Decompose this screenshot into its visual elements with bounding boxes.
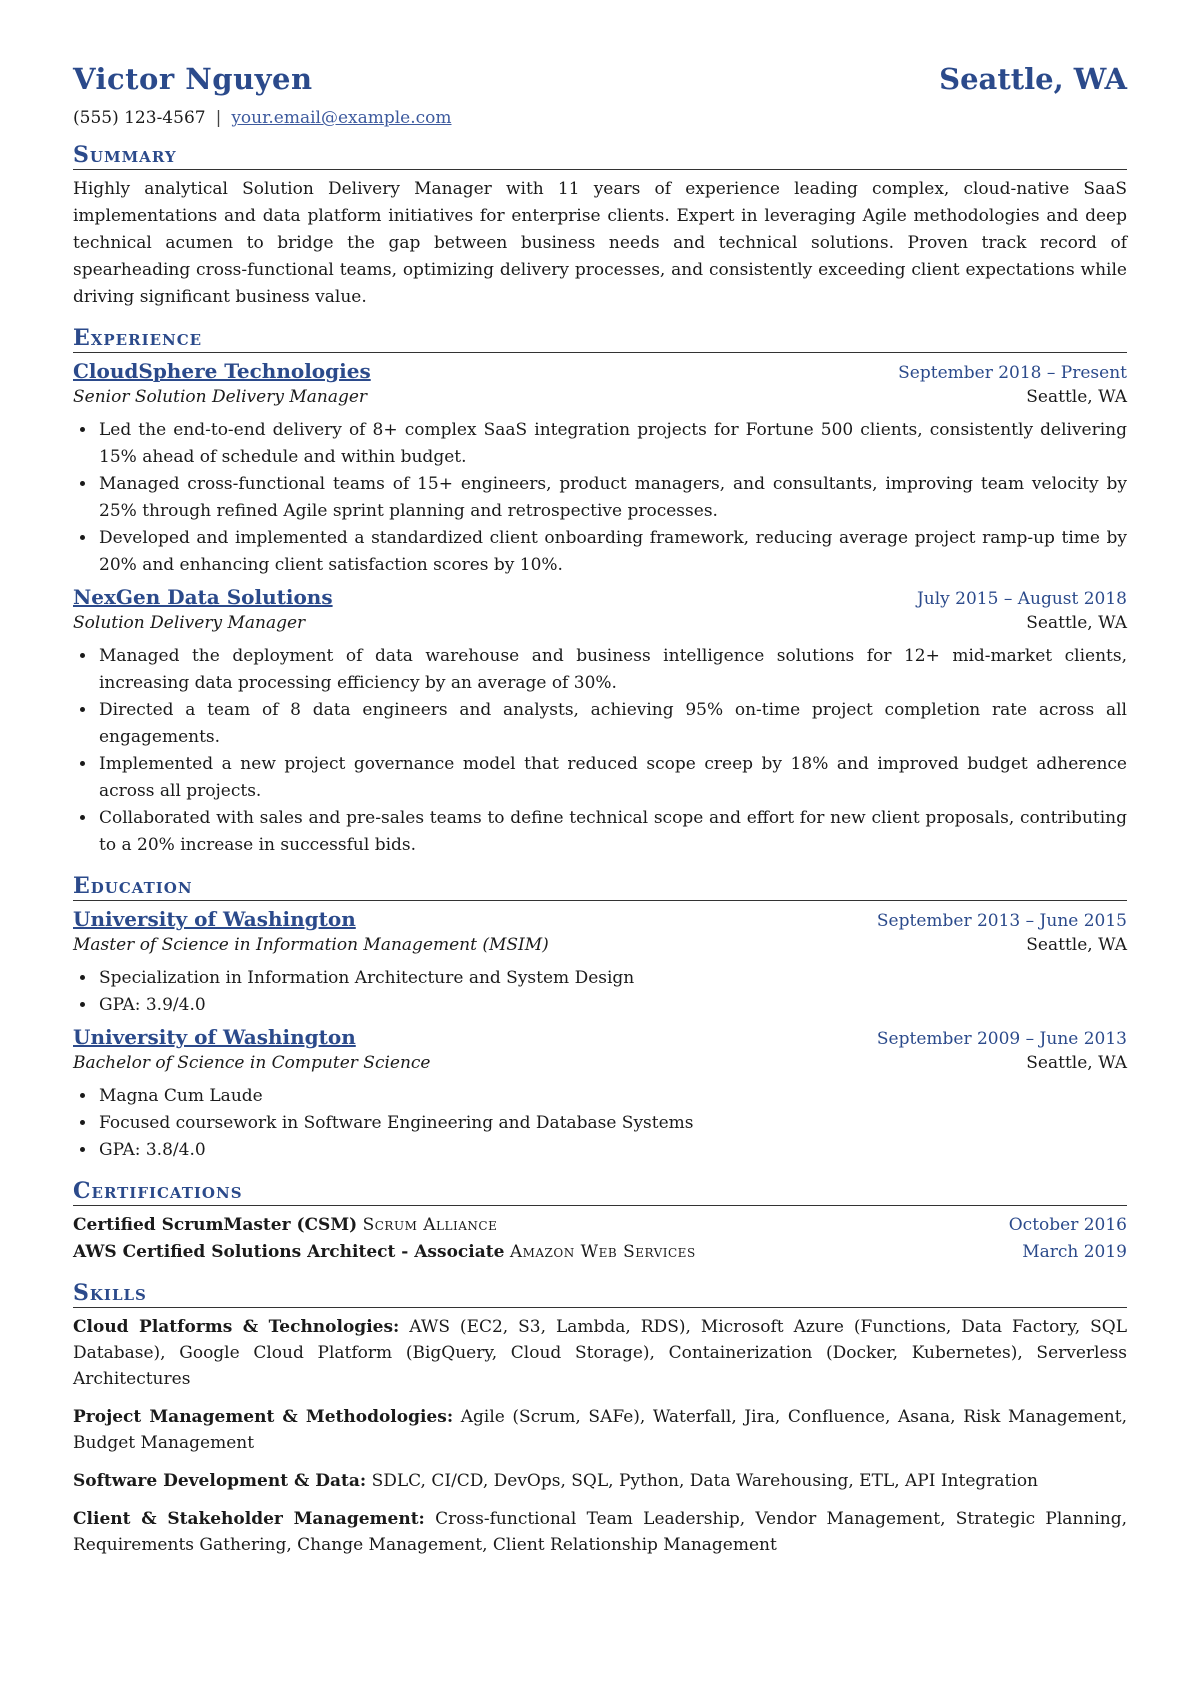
job-role: Solution Delivery Manager: [73, 613, 306, 633]
certification-date: March 2019: [1022, 1242, 1127, 1262]
bullet-item: • Developed and implemented a standardized client onboarding framework, reducing average project ramp-up time by 20% and enhancing client satisfaction scores by 10%.: [97, 525, 1127, 579]
education-dates: September 2013 – June 2015: [876, 911, 1127, 931]
skill-group: [73, 1404, 1127, 1456]
bullet-item: • GPA: 3.9/4.0: [97, 992, 1127, 1019]
bullet-item: • Specialization in Information Architecture and System Design: [97, 965, 1127, 992]
phone-number: (555) 123-4567: [73, 108, 206, 128]
education-location: Seattle, WA: [1026, 935, 1127, 955]
job-role: Senior Solution Delivery Manager: [73, 387, 368, 407]
skill-group: [73, 1506, 1127, 1558]
summary-text: Highly analytical Solution Delivery Manager with 11 years of experience leading complex, cloud-native SaaS implementations and data platform initiatives for enterprise clients. Expert in leveraging Agile methodologies and deep technical acumen to bridge the gap between business needs and technical solutions. Proven track record of spearheading cross-functional teams, optimizing delivery processes, and consistently exceeding client expectations while driving significant business value.: [73, 179, 1127, 307]
skill-label: Software Development & Data:: [73, 1471, 367, 1491]
education-bullets: [73, 965, 1127, 1019]
bullet-item: • Implemented a new project governance model that reduced scope creep by 18% and improved budget adherence across all projects.: [97, 751, 1127, 805]
degree: Bachelor of Science in Computer Science: [73, 1053, 431, 1073]
skill-label: Project Management & Methodologies:: [73, 1407, 454, 1427]
candidate-name: Victor Nguyen: [73, 62, 313, 96]
bullet-item: • Led the end-to-end delivery of 8+ complex SaaS integration projects for Fortune 500 clients, consistently delivering 15% ahead of schedule and within budget.: [97, 417, 1127, 471]
bullet-item: • Focused coursework in Software Engineering and Database Systems: [97, 1110, 1127, 1137]
bullet-item: • GPA: 3.8/4.0: [97, 1137, 1127, 1164]
certification-row: [73, 1239, 1127, 1266]
job-dates: July 2015 – August 2018: [916, 589, 1127, 609]
header: [73, 62, 1127, 96]
job-bullets: [73, 417, 1127, 579]
company-name[interactable]: CloudSphere Technologies: [73, 359, 371, 383]
email-link[interactable]: your.email@example.com: [231, 108, 452, 128]
section-title-experience: Experience: [73, 325, 1127, 353]
bullet-item: • Directed a team of 8 data engineers and analysts, achieving 95% on-time project completion rate across all engagements.: [97, 697, 1127, 751]
contact-line: [73, 108, 1127, 128]
job-dates: September 2018 – Present: [898, 363, 1127, 383]
section-title-skills: Skills: [73, 1280, 1127, 1308]
certification-name: AWS Certified Solutions Architect - Associate: [73, 1242, 505, 1262]
certification-date: October 2016: [1008, 1215, 1127, 1235]
certification-row: [73, 1212, 1127, 1239]
bullet-item: • Managed the deployment of data warehouse and business intelligence solutions for 12+ mid-market clients, increasing data processing efficiency by an average of 30%.: [97, 643, 1127, 697]
education-bullets: [73, 1083, 1127, 1164]
skill-list: Cross-functional Team Leadership, Vendor Management, Strategic Planning, Requirements Gathering, Change Management, Client Relationship Management: [73, 1509, 1127, 1555]
skill-group: [73, 1314, 1127, 1392]
job-entry: [73, 585, 1127, 859]
job-bullets: [73, 643, 1127, 859]
job-entry: [73, 359, 1127, 579]
bullet-item: • Magna Cum Laude: [97, 1083, 1127, 1110]
education-dates: September 2009 – June 2013: [876, 1029, 1127, 1049]
bullet-item: • Managed cross-functional teams of 15+ engineers, product managers, and consultants, improving team velocity by 25% through refined Agile sprint planning and retrospective processes.: [97, 471, 1127, 525]
company-name[interactable]: NexGen Data Solutions: [73, 585, 333, 609]
certification-issuer: Amazon Web Services: [509, 1242, 696, 1262]
contact-separator: |: [215, 108, 222, 128]
section-title-certifications: Certifications: [73, 1178, 1127, 1206]
skill-label: Cloud Platforms & Technologies:: [73, 1317, 400, 1337]
section-title-summary: Summary: [73, 142, 1127, 170]
skill-list: AWS (EC2, S3, Lambda, RDS), Microsoft Azure (Functions, Data Factory, SQL Database), Google Cloud Platform (BigQuery, Cloud Storage), Containerization (Docker, Kubernetes), Serverless Architectures: [73, 1317, 1128, 1389]
section-title-education: Education: [73, 873, 1127, 901]
skill-label: Client & Stakeholder Management:: [73, 1509, 425, 1529]
education-entry: [73, 907, 1127, 1019]
resume-page: [73, 62, 1127, 1570]
job-location: Seattle, WA: [1026, 613, 1127, 633]
skill-group: [73, 1468, 1127, 1494]
header-location: Seattle, WA: [939, 62, 1127, 96]
education-location: Seattle, WA: [1026, 1053, 1127, 1073]
school-name[interactable]: University of Washington: [73, 907, 356, 931]
skill-list: SDLC, CI/CD, DevOps, SQL, Python, Data Warehousing, ETL, API Integration: [371, 1471, 1038, 1491]
school-name[interactable]: University of Washington: [73, 1025, 356, 1049]
job-location: Seattle, WA: [1026, 387, 1127, 407]
education-entry: [73, 1025, 1127, 1164]
certification-issuer: Scrum Alliance: [362, 1215, 498, 1235]
skill-list: Agile (Scrum, SAFe), Waterfall, Jira, Confluence, Asana, Risk Management, Budget Management: [73, 1407, 1127, 1453]
certification-name: Certified ScrumMaster (CSM): [73, 1215, 358, 1235]
bullet-item: • Collaborated with sales and pre-sales teams to define technical scope and effort for new client proposals, contributing to a 20% increase in successful bids.: [97, 805, 1127, 859]
degree: Master of Science in Information Management (MSIM): [73, 935, 549, 955]
